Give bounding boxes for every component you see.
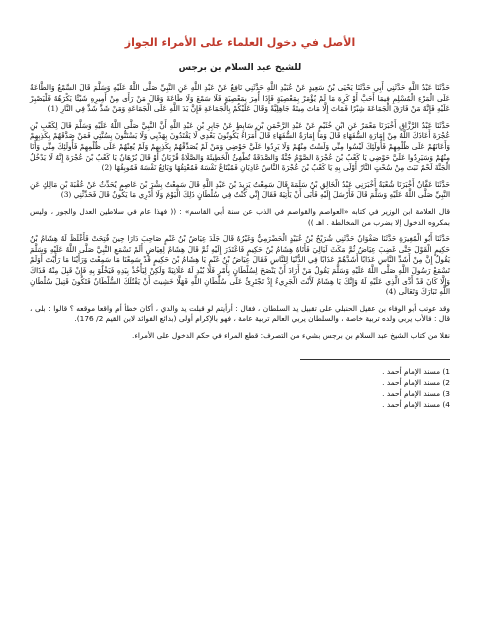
hadith-paragraph-4: حَدَّثَنَا أَبُو الْمُغِيرَةِ حَدَّثَنَا صَفْوَانُ حَدَّثَنِي شُرَيْحُ بْنُ عُبَيْدٍ الْحَضْرَمِيُّ وَغَيْرُهُ قَالَ جَلَدَ عِيَاضُ بْنُ غَنْمٍ صَاحِبَ دَارَا حِينَ فُتِحَتْ فَأَغْلَظَ لَهُ هِشَامُ بْنُ حَكِيمٍ الْقَوْلَ حَتَّى غَضِبَ عِيَاضٌ ثُمَّ مَكَثَ لَيَالِيَ فَأَتَاهُ هِشَامُ بْنُ حَكِيمٍ فَاعْتَذَرَ إِلَيْهِ ثُمَّ قَالَ هِشَامٌ لِعِيَاضٍ أَلَمْ تَسْمَعِ النَّبِيَّ صَلَّى اللَّهُ عَلَيْهِ وَسَلَّمَ يَقُولُ إِنَّ مِنْ أَشَدِّ النَّاسِ عَذَابًا أَشَدَّهُمْ عَذَابًا فِي الدُّنْيَا لِلنَّاسِ فَقَالَ عِيَاضُ بْنُ غَنْمٍ يَا هِشَامُ بْنَ حَكِيمٍ قَدْ سَمِعْنَا مَا سَمِعْتَ وَرَأَيْنَا مَا رَأَيْتَ أَوَلَمْ تَسْمَعْ رَسُولَ اللَّهِ صَلَّى اللَّهُ عَلَيْهِ وَسَلَّمَ يَقُولُ مَنْ أَرَادَ أَنْ يَنْصَحَ لِسُلْطَانٍ بِأَمْرٍ فَلَا يُبْدِ لَهُ عَلَانِيَةً وَلَكِنْ لِيَأْخُذْ بِيَدِهِ فَيَخْلُوَ بِهِ فَإِنْ قَبِلَ مِنْهُ فَذَاكَ وَإِلَّا كَانَ قَدْ أَدَّى الَّذِي عَلَيْهِ لَهُ وَإِنَّكَ يَا هِشَامُ لَأَنْتَ الْجَرِيءُ إِذْ تَجْتَرِئُ عَلَى سُلْطَانِ اللَّهِ فَهَلَّا خَشِيتَ أَنْ يَقْتُلَكَ السُّلْطَانُ فَتَكُونَ قَتِيلَ سُلْطَانِ اللَّهِ تَبَارَكَ وَتَعَالَى (4) [30,234,450,297]
quote-paragraph: قال العلامة ابن الوزير في كتابه «العواصم والقواصم في الذب عن سنة أبي القاسم» : (( فهذا عام في سلاطين العدل والجور ، وليس بمكروه الدخول إلا بضرب من المخالطة . اهـ )) [30,206,450,227]
hadith-paragraph-1: حَدَّثَنَا عَبْدُ اللَّهِ حَدَّثَنِي أَبِي حَدَّثَنَا يَحْيَى بْنُ سَعِيدٍ عَنْ عُبَيْدِ اللَّهِ حَدَّثَنِي نَافِعٌ عَنْ عَبْدِ اللَّهِ عَنِ النَّبِيِّ صَلَّى اللَّهُ عَلَيْهِ وَسَلَّمَ قَالَ السَّمْعُ وَالطَّاعَةُ عَلَى الْمَرْءِ الْمُسْلِمِ فِيمَا أَحَبَّ أَوْ كَرِهَ مَا لَمْ يُؤْمَرْ بِمَعْصِيَةٍ فَإِذَا أُمِرَ بِمَعْصِيَةٍ فَلَا سَمْعَ وَلَا طَاعَةَ وَقَالَ مَنْ رَأَى مِنْ أَمِيرِهِ شَيْئًا يَكْرَهُهُ فَلْيَصْبِرْ عَلَيْهِ فَإِنَّهُ مَنْ فَارَقَ الْجَمَاعَةَ شِبْرًا فَمَاتَ إِلَّا مَاتَ مِيتَةً جَاهِلِيَّةً وَقَالَ عَلَيْكُمْ بِالْجَمَاعَةِ فَإِنَّ يَدَ اللَّهِ عَلَى الْجَمَاعَةِ وَمَنْ شَذَّ شَذَّ فِي النَّارِ (1) [30,83,450,114]
narrative-paragraph: وقد عوتب أبو الوفاء بن عقيل الحنبلي على تقبيل يد السلطان ، فقال : أرأيتم لو قبلت يد والدي ، أكان خطأ أم واقعا موقعه ؟ قالوا : بلى ، قال : فالأب يربي ولده تربية خاصة ، والسلطان يربي العالم تربية عامة ، فهو بالإكرام أولى (بدائع الفوائد لابن القيم 2/ 176). [30,303,450,324]
hadith-paragraph-2: حَدَّثَنَا عَبْدُ الرَّزَّاقِ أَخْبَرَنَا مَعْمَرٌ عَنِ ابْنِ خُثَيْمٍ عَنْ عَبْدِ الرَّحْمَنِ بْنِ سَابِطٍ عَنْ جَابِرِ بْنِ عَبْدِ اللَّهِ أَنَّ النَّبِيَّ صَلَّى اللَّهُ عَلَيْهِ وَسَلَّمَ قَالَ لِكَعْبِ بْنِ عُجْرَةَ أَعَاذَكَ اللَّهُ مِنْ إِمَارَةِ السُّفَهَاءِ قَالَ وَمَا إِمَارَةُ السُّفَهَاءِ قَالَ أُمَرَاءُ يَكُونُونَ بَعْدِي لَا يَقْتَدُونَ بِهَدْيِي وَلَا يَسْتَنُّونَ بِسُنَّتِي فَمَنْ صَدَّقَهُمْ بِكَذِبِهِمْ وَأَعَانَهُمْ عَلَى ظُلْمِهِمْ فَأُولَئِكَ لَيْسُوا مِنِّي وَلَسْتُ مِنْهُمْ وَلَا يَرِدُوا عَلَيَّ حَوْضِي وَمَنْ لَمْ يُصَدِّقْهُمْ بِكَذِبِهِمْ وَلَمْ يُعِنْهُمْ عَلَى ظُلْمِهِمْ فَأُولَئِكَ مِنِّي وَأَنَا مِنْهُمْ وَسَيَرِدُوا عَلَيَّ حَوْضِي يَا كَعْبُ بْنَ عُجْرَةَ الصَّوْمُ جُنَّةٌ وَالصَّدَقَةُ تُطْفِئُ الْخَطِيئَةَ وَالصَّلَاةُ قُرْبَانٌ أَوْ قَالَ بُرْهَانٌ يَا كَعْبُ بْنَ عُجْرَةَ إِنَّهُ لَا يَدْخُلُ الْجَنَّةَ لَحْمٌ نَبَتَ مِنْ سُحْتٍ النَّارُ أَوْلَى بِهِ يَا كَعْبُ بْنَ عُجْرَةَ النَّاسُ غَادِيَانِ فَمُبْتَاعٌ نَفْسَهُ فَمُعْتِقُهَا وَبَائِعٌ نَفْسَهُ فَمُوبِقُهَا (2) [30,120,450,173]
footnote-3: 3) مسند الإمام أحمد . [382,389,450,399]
footnote-2: 2) مسند الإمام أحمد . [382,378,450,388]
source-note-paragraph: نقلا من كتاب الشيخ عبد السلام بن برجس بشيء من التصرف: قطع المراء في حكم الدخول على الأمراء. [132,330,450,340]
footnote-1: 1) مسند الإمام أحمد . [382,367,450,377]
footnote-separator [300,359,450,360]
footnotes-list [30,366,450,410]
document-title: الأصل في دخول العلماء على الأمراء الجواز [124,36,356,49]
footnote-4: 4) مسند الإمام أحمد . [382,400,450,410]
author-line: للشيخ عبد السلام بن برجس [178,63,302,73]
hadith-paragraph-3: حَدَّثَنَا عَفَّانُ أَخْبَرَنَا شُعْبَةُ أَخْبَرَنِي عَبْدُ الْخَالِقِ بْنُ سَلَمَةَ قَالَ سَمِعْتُ يَزِيدَ بْنَ عَبْدِ اللَّهِ قَالَ سَمِعْتُ بِشْرَ بْنَ عَاصِمٍ يُحَدِّثُ عَنْ عُقْبَةَ بْنِ مَالِكٍ عَنِ النَّبِيِّ صَلَّى اللَّهُ عَلَيْهِ وَسَلَّمَ قَالَ فَأَرْسَلَ إِلَيْهِ فَأَبَى أَنْ يَأْتِيَهُ فَقَالَ إِنِّي كُنْتُ فِي سُلْطَانٍ ذَلِكَ الْيَوْمَ وَلَا أَدْرِي مَا يَكُونُ قَالَ فَحَدِّثْنِي (3) [30,179,450,200]
